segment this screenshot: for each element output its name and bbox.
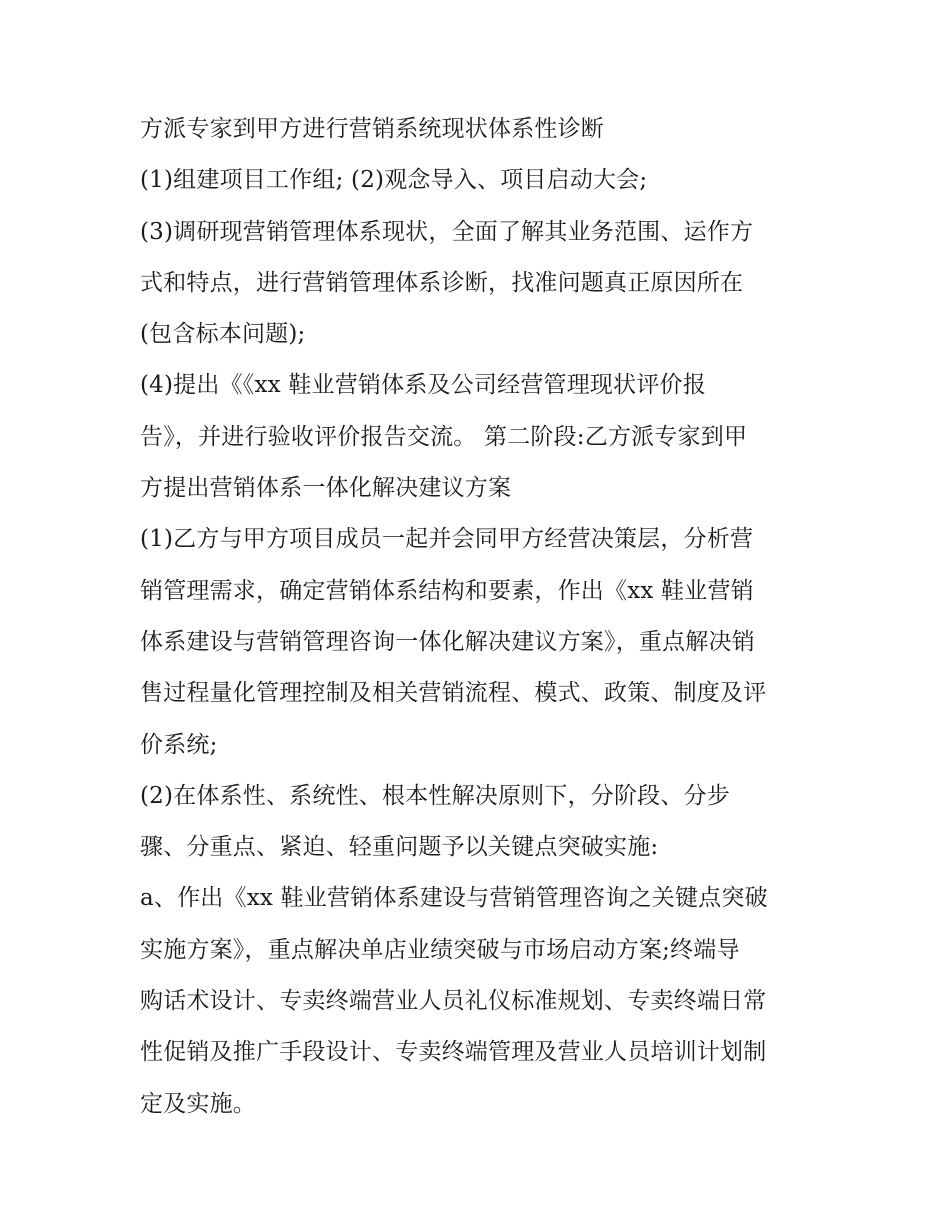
text-line: (1)乙方与甲方项目成员一起并会同甲方经营决策层，分析营 (140, 526, 754, 553)
text-line: 告》，并进行验收评价报告交流。 第二阶段:乙方派专家到甲 (140, 423, 748, 450)
text-line: 销管理需求，确定营销体系结构和要素，作出《xx 鞋业营销 (140, 577, 754, 604)
text-line: 售过程量化管理控制及相关营销流程、模式、政策、制度及评 (140, 680, 767, 707)
text-line: 体系建设与营销管理咨询一体化解决建议方案》，重点解决销 (140, 628, 755, 655)
text-line: 购话术设计、专卖终端营业人员礼仪标准规划、专卖终端日常 (140, 988, 767, 1015)
text-line: 式和特点，进行营销管理体系诊断，找准问题真正原因所在 (140, 269, 744, 296)
text-line: (4)提出《《xx 鞋业营销体系及公司经营管理现状评价报 (140, 372, 706, 399)
text-line: (3)调研现营销管理体系现状，全面了解其业务范围、运作方 (140, 218, 754, 245)
text-line: (包含标本问题); (140, 321, 306, 348)
text-line: 方派专家到甲方进行营销系统现状体系性诊断 (140, 116, 604, 142)
text-line: (1)组建项目工作组; (2)观念导入、项目启动大会; (140, 167, 648, 194)
text-line: (2)在体系性、系统性、根本性解决原则下，分阶段、分步 (140, 782, 730, 809)
document-body (140, 111, 820, 1137)
text-line: 实施方案》，重点解决单店业绩突破与市场启动方案;终端导 (140, 936, 740, 963)
text-line: 性促销及推广手段设计、专卖终端管理及营业人员培训计划制 (140, 1039, 767, 1066)
text-line: 定及实施。 (140, 1090, 256, 1117)
text-line: 价系统; (140, 731, 218, 758)
text-line: 骤、分重点、紧迫、轻重问题予以关键点突破实施: (140, 834, 659, 861)
text-line: 方提出营销体系一体化解决建议方案 (140, 475, 512, 502)
text-line: a、作出《xx 鞋业营销体系建设与营销管理咨询之关键点突破 (140, 885, 768, 912)
